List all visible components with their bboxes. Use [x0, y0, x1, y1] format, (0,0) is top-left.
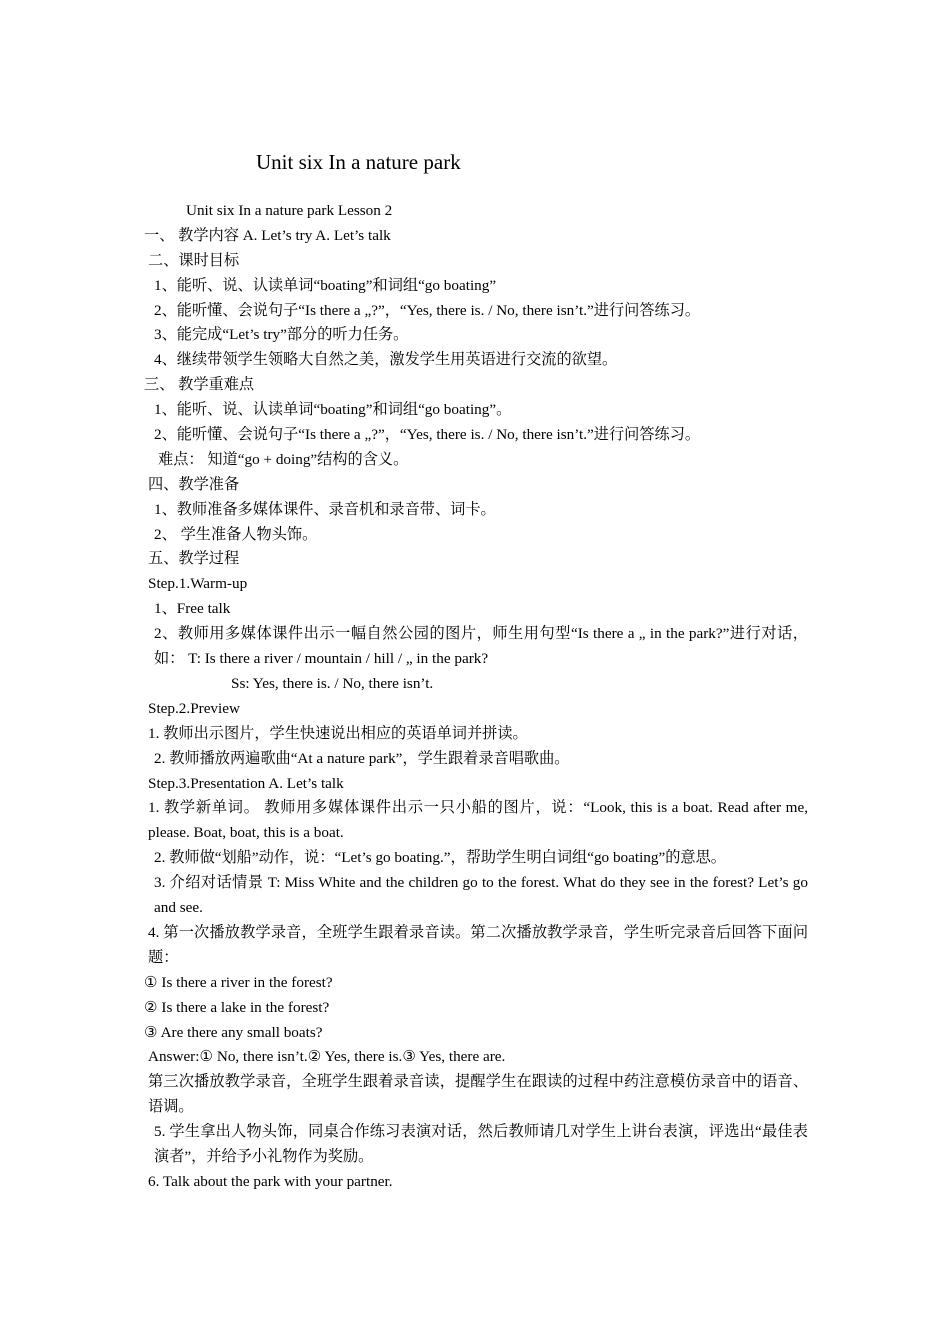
lesson-subtitle: Unit six In a nature park Lesson 2: [186, 202, 393, 219]
key-point-item: 1、能听、说、认读单词“boating”和词组“go boating”。: [154, 401, 512, 419]
lesson-plan-body: [144, 199, 808, 1195]
step-paragraph: 4. 第一次播放教学录音，全班学生跟着录音读。第二次播放教学录音，学生听完录音后回答下面问题：: [148, 923, 808, 966]
step-paragraph: 5. 学生拿出人物头饰，同桌合作练习表演对话，然后教师请几对学生上讲台表演，评选出“最佳表演者”，并给予小礼物作为奖励。: [154, 1123, 808, 1166]
document-title: Unit six In a nature park: [256, 150, 461, 174]
step-heading: Step.2.Preview: [148, 699, 240, 717]
objective-item: 3、能完成“Let’s try”部分的听力任务。: [154, 326, 409, 344]
section-heading-content: 一、 教学内容 A. Let’s try A. Let’s talk: [144, 226, 391, 244]
answer-line: Answer:① No, there isn’t.② Yes, there is.③ Yes, there are.: [148, 1048, 506, 1066]
step-item: 1、Free talk: [154, 600, 231, 618]
step-paragraph: 1. 教学新单词。 教师用多媒体课件出示一只小船的图片，说：“Look, this is a boat. Read after me, please. Boat, boat, this is a boat.: [148, 799, 808, 842]
objective-item: 4、继续带领学生领略大自然之美，激发学生用英语进行交流的欲望。: [154, 351, 618, 369]
section-heading-procedure: 五、教学过程: [148, 550, 240, 568]
section-heading-key-points: 三、 教学重难点: [144, 376, 255, 394]
key-point-item: 2、能听懂、会说句子“Is there a „?”，“Yes, there is. / No, there isn’t.”进行问答练习。: [154, 426, 701, 444]
question-item: ① Is there a river in the forest?: [144, 973, 333, 991]
step-item: 2. 教师播放两遍歌曲“At a nature park”，学生跟着录音唱歌曲。: [154, 749, 570, 767]
step-paragraph: 2、教师用多媒体课件出示一幅自然公园的图片，师生用句型“Is there a „ in the park?”进行对话，如： T: Is there a river / mountain / hill / „ in the park?: [154, 625, 808, 668]
preparation-item: 1、教师准备多媒体课件、录音机和录音带、词卡。: [154, 500, 496, 518]
step-paragraph: 3. 介绍对话情景 T: Miss White and the children go to the forest. What do they see in the forest? Let’s go and see.: [154, 874, 808, 917]
step-paragraph: 第三次播放教学录音，全班学生跟着录音读，提醒学生在跟读的过程中药注意模仿录音中的语音、语调。: [148, 1073, 808, 1116]
question-item: ② Is there a lake in the forest?: [144, 998, 330, 1016]
step-item: 6. Talk about the park with your partner.: [148, 1172, 393, 1190]
step-paragraph: 2. 教师做“划船”动作，说：“Let’s go boating.”，帮助学生明白词组“go boating”的意思。: [154, 849, 726, 867]
step-item: 1. 教师出示图片，学生快速说出相应的英语单词并拼读。: [148, 724, 528, 742]
section-heading-preparation: 四、教学准备: [148, 475, 240, 493]
section-heading-objectives: 二、课时目标: [148, 251, 240, 269]
question-item: ③ Are there any small boats?: [144, 1023, 323, 1041]
objective-item: 1、能听、说、认读单词“boating”和词组“go boating”: [154, 276, 497, 294]
step-heading: Step.3.Presentation A. Let’s talk: [148, 774, 344, 792]
step-heading: Step.1.Warm-up: [148, 575, 248, 593]
objective-item: 2、能听懂、会说句子“Is there a „?”，“Yes, there is. / No, there isn’t.”进行问答练习。: [154, 301, 701, 319]
preparation-item: 2、 学生准备人物头饰。: [154, 525, 318, 543]
difficult-point: 难点： 知道“go + doing”结构的含义。: [158, 450, 409, 468]
dialogue-line: Ss: Yes, there is. / No, there isn’t.: [231, 674, 434, 692]
